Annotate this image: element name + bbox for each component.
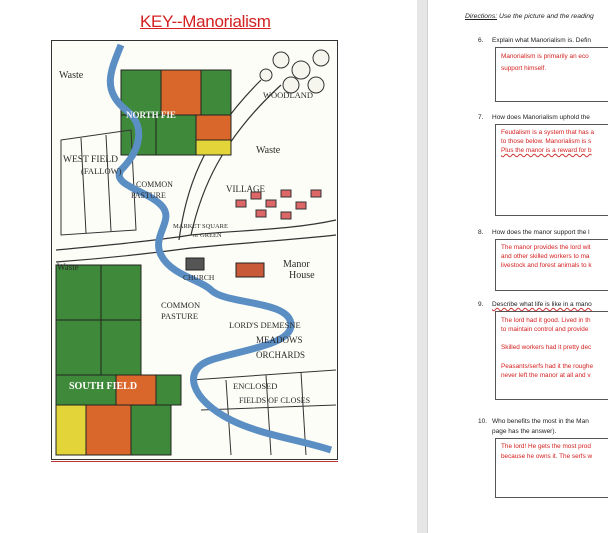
- map-label-green: or GREEN: [193, 232, 222, 239]
- map-label-church: CHURCH: [183, 273, 215, 282]
- map-label-common-pasture: PASTURE: [131, 191, 166, 200]
- question-text: Explain what Manorialism is. Defin: [492, 37, 591, 44]
- manor-map: [51, 40, 338, 460]
- question-text: How does Manorialism uphold the: [492, 114, 590, 121]
- map-label-common-pasture: COMMON: [136, 180, 173, 189]
- map-label-common-pasture: COMMON: [161, 300, 201, 310]
- map-label-meadows: MEADOWS: [256, 335, 303, 345]
- question-text: How does the manor support the l: [492, 229, 590, 236]
- answer-line: The lord! He gets the most prod: [501, 443, 591, 450]
- answer-line: because he owns it. The serfs w: [501, 453, 593, 460]
- answer-line: livestock and forest animals to k: [501, 262, 592, 269]
- answer-line: Skilled workers had it pretty dec: [501, 344, 592, 351]
- directions: [465, 13, 594, 20]
- map-label-south-field: SOUTH FIELD: [69, 381, 138, 392]
- map-label-enclosed: ENCLOSED: [233, 381, 278, 391]
- answer-line: Feudalism is a system that has a: [501, 129, 595, 136]
- map-label-waste: Waste: [256, 145, 281, 156]
- answer-line: Plus the manor is a reward for b: [501, 147, 592, 154]
- map-label-waste: Waste: [59, 70, 84, 81]
- answer-line: to those below. Manorialism is s: [501, 138, 592, 145]
- manor-house-building: [236, 263, 264, 277]
- answer-line: Manorialism is primarily an eco: [501, 53, 589, 60]
- answer-box-8[interactable]: [495, 239, 608, 291]
- map-label-orchards: ORCHARDS: [256, 350, 306, 360]
- map-label-lords-demesne: LORD'S DEMESNE: [229, 320, 301, 330]
- map-label-north-field: NORTH FIE: [126, 110, 176, 120]
- question-number: 10.: [478, 418, 488, 425]
- map-label-west-field: WEST FIELD: [63, 155, 118, 165]
- answer-line: to maintain control and provide: [501, 326, 589, 333]
- answer-box-10[interactable]: [495, 438, 608, 498]
- answer-box-7[interactable]: [495, 124, 608, 216]
- page-gap: [417, 0, 427, 533]
- map-label-market-square: MARKET SQUARE: [173, 223, 228, 230]
- map-label-fallow: (FALLOW): [81, 166, 122, 176]
- question-number: 9.: [478, 301, 484, 308]
- answer-line: and other skilled workers to ma: [501, 253, 590, 260]
- answer-line: never left the manor at all and v: [501, 372, 591, 379]
- answer-line: Peasants/serfs had it the roughe: [501, 363, 594, 370]
- answer-box-9[interactable]: [495, 311, 608, 400]
- map-underline: [51, 461, 338, 462]
- manor-map-drawing: [51, 40, 338, 460]
- question-number: 7.: [478, 114, 484, 121]
- page-title: KEY--Manorialism: [140, 12, 271, 31]
- answer-line: The lord had it good. Lived in th: [501, 317, 591, 324]
- answer-box-6[interactable]: [495, 47, 608, 102]
- map-label-manor-house: Manor: [283, 259, 310, 270]
- directions-label: Directions:: [465, 13, 498, 20]
- question-number: 6.: [478, 37, 484, 44]
- map-label-common-pasture: PASTURE: [161, 311, 199, 321]
- map-label-woodland: WOODLAND: [263, 90, 314, 100]
- church-building: [186, 258, 204, 270]
- question-text: Who benefits the most in the Man: [492, 418, 589, 425]
- answer-line: The manor provides the lord wit: [501, 244, 591, 251]
- answer-line: support himself.: [501, 65, 547, 72]
- map-label-waste: Waste: [57, 262, 79, 272]
- question-text: Describe what life is like in a mano: [492, 301, 592, 308]
- question-number: 8.: [478, 229, 484, 236]
- question-text: page has the answer).: [492, 428, 557, 435]
- map-label-village: VILLAGE: [226, 184, 265, 194]
- directions-text: Use the picture and the reading: [497, 13, 594, 20]
- right-page: [427, 0, 608, 533]
- map-label-manor-house: House: [289, 270, 315, 281]
- map-label-fields-of-closes: FIELDS OF CLOSES: [239, 396, 311, 405]
